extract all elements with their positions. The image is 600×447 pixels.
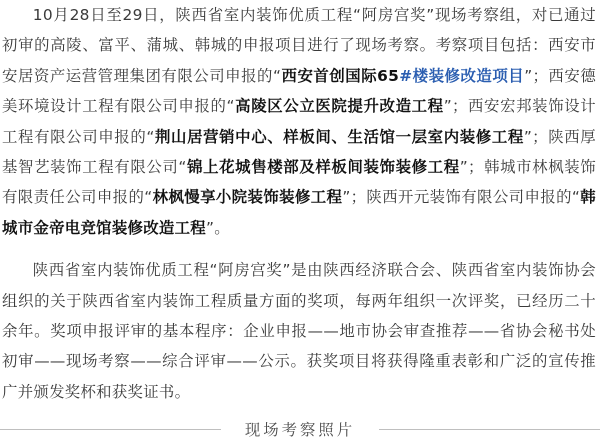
text-segment: ”。 xyxy=(205,218,230,237)
project-name-hashtag: #楼装修改造项目 xyxy=(399,66,525,85)
article-body xyxy=(2,0,596,407)
section-divider xyxy=(0,414,600,444)
paragraph-award-intro: 陕西省室内装饰优质工程“阿房宫奖”是由陕西经济联合会、陕西省室内装饰协会组织的关于陕西省室内装饰工程质量方面的奖项，每两年组织一次评奖，已经历二十余年。奖项申报评审的基本程序：企业申报——地市协会审查推荐——省协会秘书处初审——现场考察——综合评审——公示。获奖项目将获得隆重表彰和广泛的宣传推广并颁发奖杯和获奖证书。 xyxy=(2,261,596,401)
project-name: 林枫慢享小院装饰装修工程 xyxy=(152,188,343,207)
divider-line-right xyxy=(379,429,600,430)
project-name: 西安首创国际65 xyxy=(281,66,400,85)
text-segment: ”；西安德美环境设计工程有限公司申报的“ xyxy=(2,66,597,116)
project-name: 锦上花城售楼部及样板间装饰装修工程 xyxy=(186,158,460,177)
paragraph-inspection-projects xyxy=(2,0,596,243)
project-name: 高陵区公立医院提升改造工程 xyxy=(234,97,444,116)
text-segment: ”；陕西开元装饰有限公司申报的“ xyxy=(342,188,581,207)
section-divider-caption: 现场考察照片 xyxy=(244,421,356,439)
text-segment: ”；陕西厚基智艺装饰工程有限公司“ xyxy=(2,127,596,177)
project-name: 韩城市金帝电竞馆装修改造工程 xyxy=(2,188,596,237)
project-name: 荆山居营销中心、样板间、生活馆一层室内装修工程 xyxy=(154,127,524,146)
divider-line-left xyxy=(0,429,221,430)
text-segment: ”；韩城市林枫装饰有限责任公司申报的“ xyxy=(2,158,596,207)
text-segment: ”；西安宏邦装饰设计工程有限公司申报的“ xyxy=(2,97,596,146)
text-segment: 10月28日至29日，陕西省室内装饰优质工程“阿房宫奖”现场考察组，对已通过初审的高陵、富平、蒲城、韩城的申报项目进行了现场考察。考察项目包括：西安市安居资产运营管理集团有限公司申报的“ xyxy=(2,6,596,85)
